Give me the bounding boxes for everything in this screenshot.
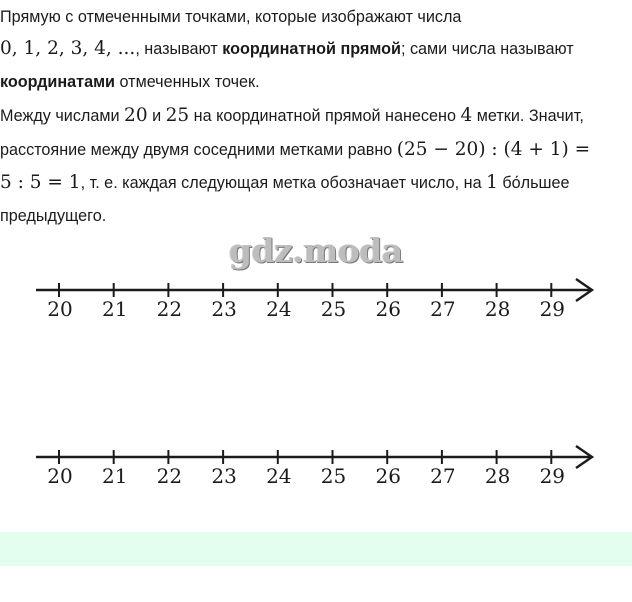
text-segment: Между числами: [0, 107, 125, 125]
text-line-6: [0, 173, 570, 193]
term-coordinates: координатами: [0, 73, 116, 91]
math-number: 4: [460, 105, 473, 126]
tick-label: 20: [47, 464, 73, 488]
text-line-7: [0, 206, 106, 226]
tick-label: 28: [484, 297, 511, 321]
text-segment: отмеченных точек.: [115, 73, 260, 91]
bottom-band: [0, 532, 632, 566]
watermark-logo: gdz.moda: [229, 231, 403, 270]
text-segment: бо́льшее: [497, 174, 570, 192]
tick-label: 26: [375, 464, 401, 488]
tick-label: 23: [211, 297, 237, 321]
tick-label: 28: [484, 464, 511, 488]
tick-label: 27: [430, 297, 456, 321]
text-segment: расстояние между двумя соседними метками равно: [0, 141, 397, 159]
text-line-4: [0, 106, 584, 126]
tick-label: 29: [539, 464, 566, 488]
text-segment: предыдущего.: [0, 207, 107, 225]
tick-label: 20: [47, 297, 73, 321]
number-line-2: [0, 439, 632, 495]
tick-label: 21: [101, 297, 128, 321]
math-number: 25: [165, 105, 190, 126]
math-number: 1: [486, 172, 498, 193]
math-expression: 5 : 5 = 1: [0, 172, 81, 193]
tick-label: 25: [320, 297, 347, 321]
math-expression: (25 − 20) : (4 + 1) =: [396, 139, 591, 160]
tick-label: 22: [156, 464, 183, 488]
text-line-3: [0, 72, 260, 92]
text-segment: на координатной прямой нанесено: [189, 107, 461, 125]
text-line-1: [0, 7, 461, 27]
math-number: 20: [124, 105, 148, 126]
tick-label: 26: [375, 297, 401, 321]
tick-label: 24: [266, 297, 292, 321]
math-sequence: 0, 1, 2, 3, 4, ...: [0, 38, 136, 59]
text-line-2: [0, 39, 574, 59]
text-segment: ; сами числа называют: [400, 40, 574, 58]
text-line-5: [0, 140, 590, 160]
tick-label: 21: [101, 464, 128, 488]
text-segment: , называют: [135, 40, 223, 58]
tick-label: 29: [539, 297, 566, 321]
tick-label: 25: [320, 464, 347, 488]
tick-label: 23: [211, 464, 237, 488]
tick-label: 27: [430, 464, 456, 488]
text-segment: , т. е. каждая следующая метка обозначает число, на: [80, 174, 487, 192]
text-segment: Прямую с отмеченными точками, которые изображают числа: [0, 8, 462, 26]
tick-label: 22: [156, 297, 183, 321]
text-segment: и: [147, 107, 166, 125]
number-line-1: [0, 272, 632, 328]
term-coordinate-line: координатной прямой: [222, 40, 401, 58]
text-segment: метки. Значит,: [472, 107, 584, 125]
tick-label: 24: [266, 464, 292, 488]
